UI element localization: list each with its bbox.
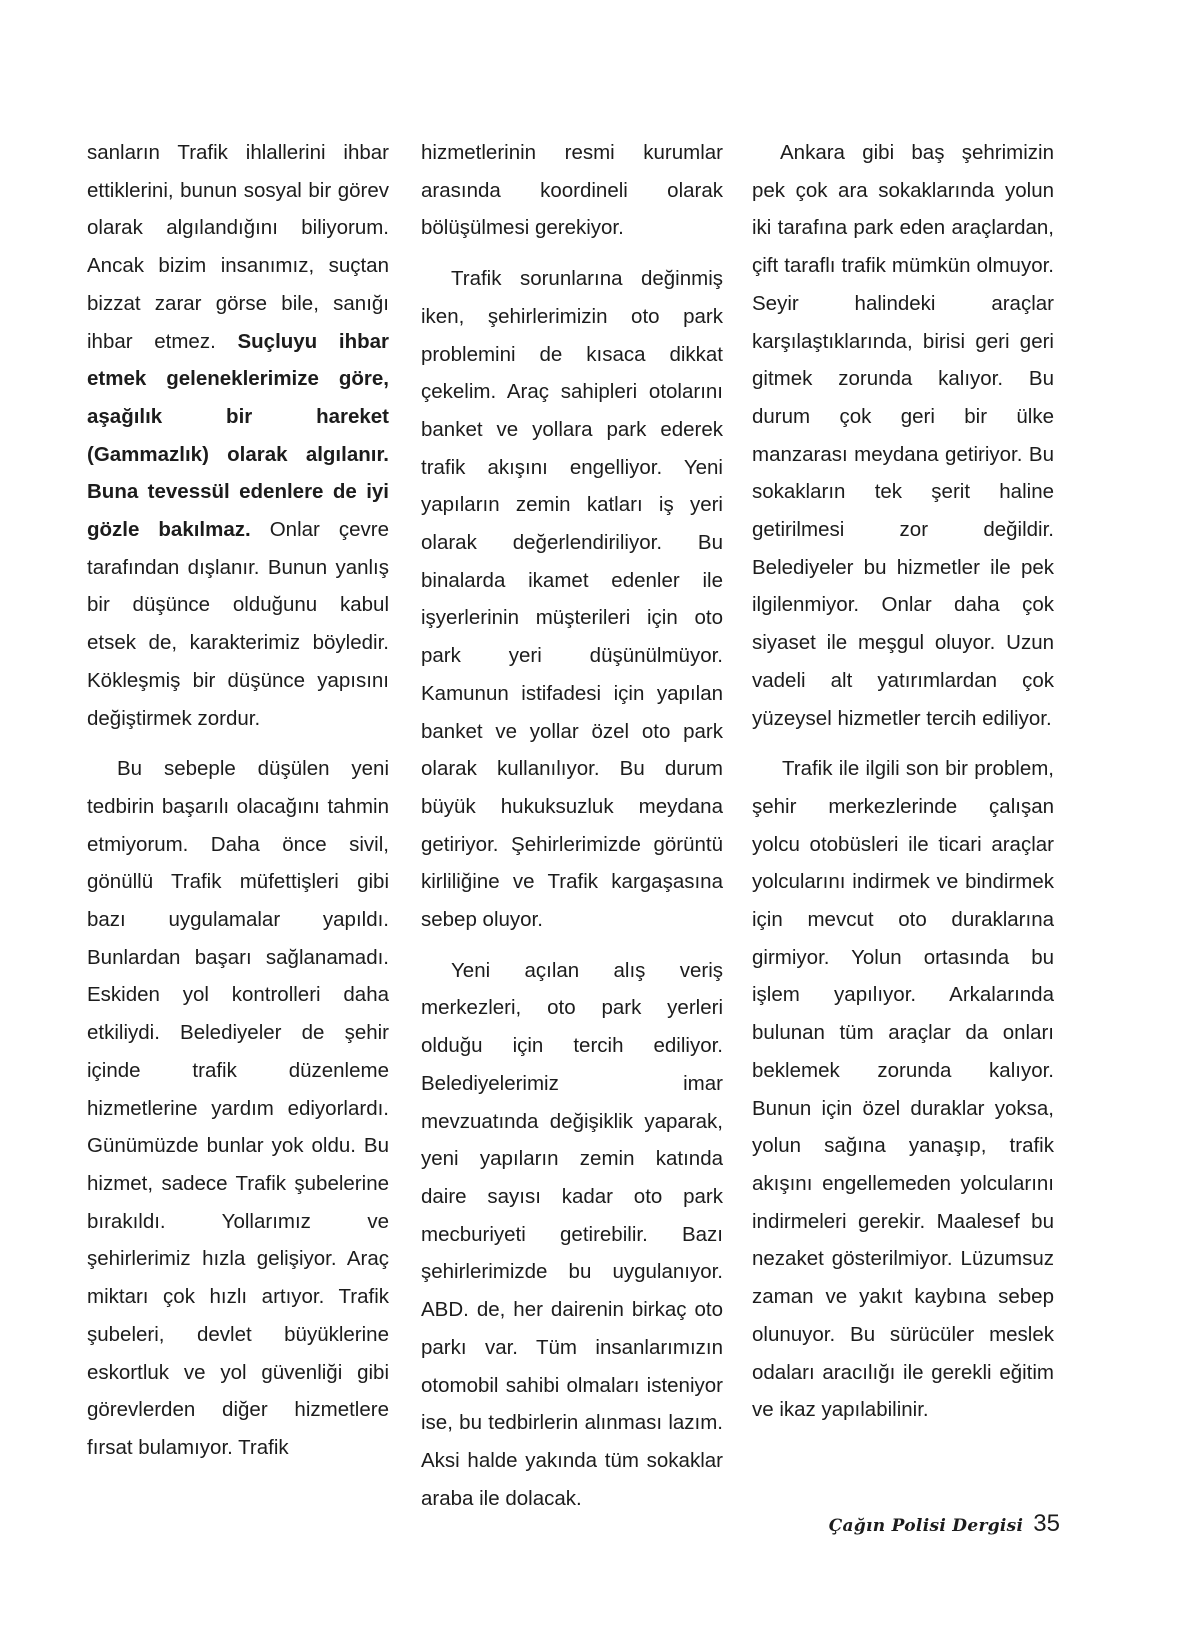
- paragraph: Bu sebeple düşülen yeni tedbirin başarılı olacağını tahmin etmiyorum. Daha önce sivil, gönüllü Trafik müfettişleri gibi bazı uygulamalar yapıldı. Bunlardan başarı sağlanamadı. Eskiden yol kontrolleri daha etkiliydi. Belediyeler de şehir içinde trafik düzenleme hizmetlerine yardım ediyorlardı. Günümüzde bunlar yok oldu. Bu hizmet, sadece Trafik şubelerine bırakıldı. Yollarımız ve şehirlerimiz hızla gelişiyor. Araç miktarı çok hızlı artıyor. Trafik şubeleri, devlet büyüklerine eskortluk ve yol güvenliği gibi görevlerden diğer hizmetlere fırsat bulamıyor. Trafik: [87, 757, 389, 1459]
- paragraph: [87, 134, 389, 737]
- paragraph: Yeni açılan alış veriş merkezleri, oto park yerleri olduğu için tercih ediliyor. Belediyelerimiz imar mevzuatında değişiklik yaparak, yeni yapıların zemin katında daire sayısı kadar oto park mecburiyeti getirebilir. Bazı şehirlerimizde bu uygulanıyor. ABD. de, her dairenin birkaç oto parkı var. Tüm insanlarımızın otomobil sahibi olmaları isteniyor ise, bu tedbirlerin alınması lazım. Aksi halde yakında tüm sokaklar araba ile dolacak.: [421, 958, 723, 1510]
- paragraph: Ankara gibi baş şehrimizin pek çok ara sokaklarında yolun iki tarafına park eden araçlardan, çift taraflı trafik mümkün olmuyor. Seyir halindeki araçlar karşılaştıklarında, birisi geri geri gitmek zorunda kalıyor. Bu durum çok geri bir ülke manzarası meydana getiriyor. Bu sokakların tek şerit haline getirilmesi zor değildir. Belediyeler bu hizmetler ile pek ilgilenmiyor. Onlar daha çok siyaset ile meşgul oluyor. Uzun vadeli alt yatırımlardan çok yüzeysel hizmetler tercih ediliyor.: [752, 141, 1054, 730]
- article-column-2: [421, 134, 723, 1530]
- magazine-title: Çağın Polisi Dergisi: [828, 1516, 1024, 1536]
- paragraph: Trafik sorunlarına değinmiş iken, şehirlerimizin oto park problemini de kısaca dikkat çekelim. Araç sahipleri otolarını banket ve yollara park ederek trafik akışını engelliyor. Yeni yapıların zemin katları iş yeri olarak değerlendiriliyor. Bu binalarda ikamet edenler ile işyerlerinin müşterileri için oto park yeri düşünülmüyor. Kamunun istifadesi için yapılan banket ve yollar özel oto park olarak kullanılıyor. Bu durum büyük hukuksuzluk meydana getiriyor. Şehirlerimizde görüntü kirliliğine ve Trafik kargaşasına sebep oluyor.: [421, 267, 723, 932]
- paragraph: hizmetlerinin resmi kurumlar arasında koordineli olarak bölüşülmesi gerekiyor.: [421, 141, 723, 240]
- article-column-3: [752, 134, 1054, 1442]
- paragraph-text: sanların Trafik ihlallerini ihbar ettiklerini, bunun sosyal bir görev olarak algılandığını biliyorum. Ancak bizim insanımız, suçtan bizzat zarar görse bile, sanığı ihbar etmez.: [87, 141, 389, 353]
- article-column-1: [87, 134, 389, 1480]
- paragraph-text: Onlar çevre tarafından dışlanır. Bunun yanlış bir düşünce olduğunu kabul etsek de, karakterimiz böyledir. Kökleşmiş bir düşünce yapısını değiştirmek zordur.: [87, 518, 389, 730]
- bold-paragraph-text: Suçluyu ihbar etmek geleneklerimize göre, aşağılık bir hareket (Gammazlık) olarak algılanır. Buna tevessül edenlere de iyi gözle bakılmaz.: [87, 329, 390, 542]
- page-number: 35: [1033, 1510, 1060, 1537]
- paragraph: Trafik ile ilgili son bir problem, şehir merkezlerinde çalışan yolcu otobüsleri ile ticari araçlar yolcularını indirmek ve bindirmek için mevcut oto duraklarına girmiyor. Yolun ortasında bu işlem yapılıyor. Arkalarında bulunan tüm araçlar da onları beklemek zorunda kalıyor. Bunun için özel duraklar yoksa, yolun sağına yanaşıp, trafik akışını engellemeden yolcularını indirmeleri gerekir. Maalesef bu nezaket gösterilmiyor. Lüzumsuz zaman ve yakıt kaybına sebep olunuyor. Bu sürücüler meslek odaları aracılığı ile gerekli eğitim ve ikaz yapılabilinir.: [752, 757, 1054, 1422]
- page-footer: [820, 1510, 1060, 1550]
